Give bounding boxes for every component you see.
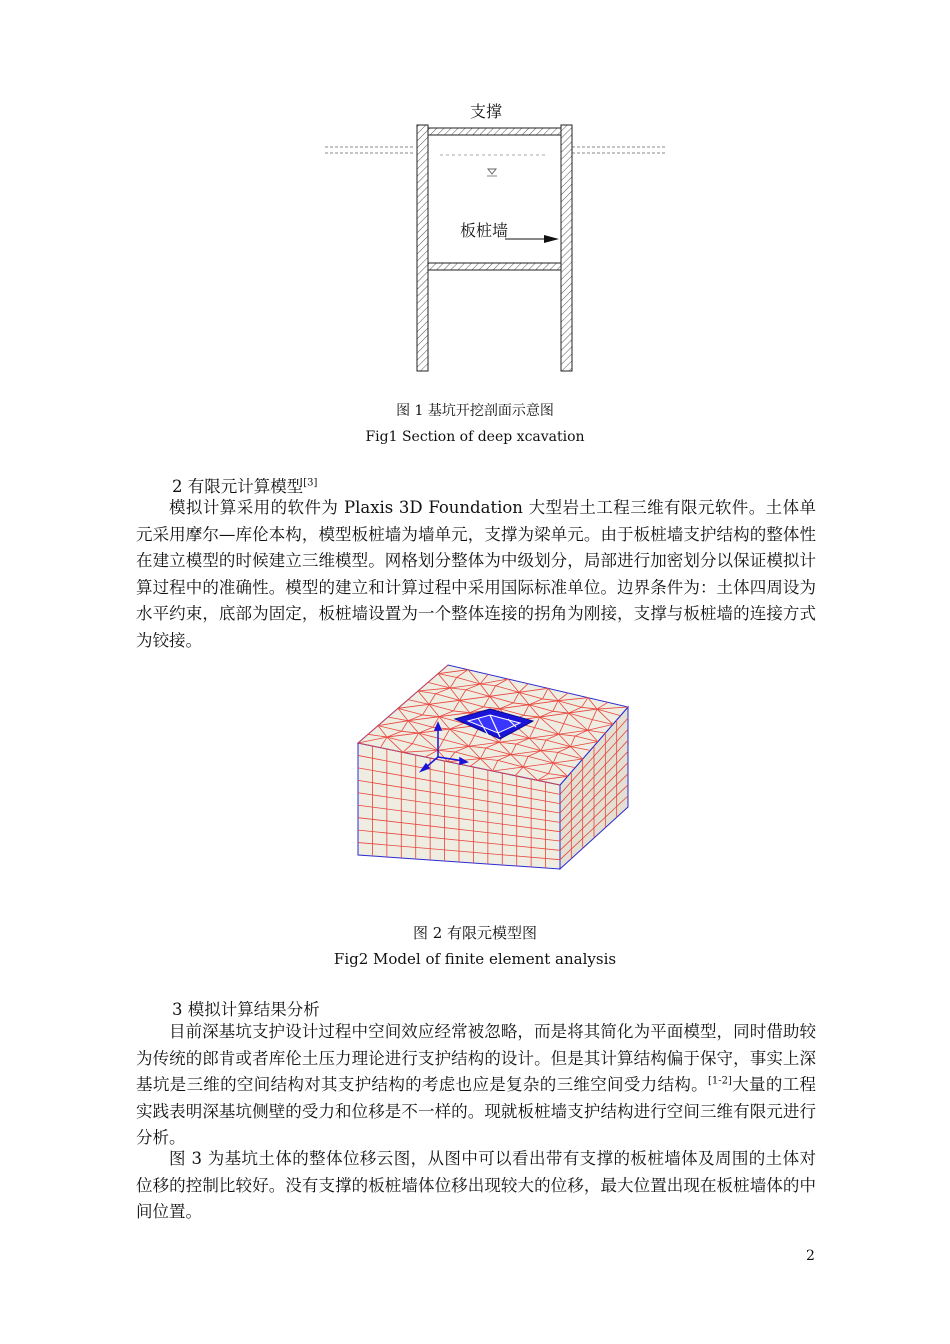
strut-top [428,128,561,135]
figure1-section-diagram [300,95,680,380]
section3-para1-text-a: 目前深基坑支护设计过程中空间效应经常被忽略，而是将其简化为平面模型，同时借助较为传统的郎肯或者库伦土压力理论进行支护结构的设计。但是其计算结构偏于保守，事实上深基坑是三维的空间结构对其支护结构的考虑也应是复杂的三维空间受力结构。 [136,1022,816,1094]
section3-title: 模拟计算结果分析 [187,1000,320,1019]
section2-number: 2 [172,477,183,496]
sheet-pile-wall-right [561,125,572,371]
section3-number: 3 [172,1000,183,1019]
arrow-icon [505,235,559,243]
section2-paragraph: 模拟计算采用的软件为 Plaxis 3D Foundation 大型岩土工程三维有限元软件。土体单元采用摩尔—库伦本构，模型板桩墙为墙单元，支撑为梁单元。由于板桩墙支护结构的整体性在建立模型的时候建立三维模型。网格划分整体为中级划分，局部进行加密划分以保证模拟计算过程中的准确性。模型的建立和计算过程中采用国际标准单位。边界条件为：土体四周设为水平约束，底部为固定，板桩墙设置为一个整体连接的拐角为刚接，支撑与板桩墙的连接方式为铰接。 [136,498,816,650]
figure2-caption-cn: 图 2 有限元模型图 [412,924,538,942]
strut-middle [428,263,561,270]
page-number: 2 [806,1248,815,1264]
wall-label: 板桩墙 [460,221,509,240]
figure2-fe-model [350,657,635,872]
ground-surface [325,147,665,155]
figure1-caption-cn: 图 1 基坑开挖剖面示意图 [396,403,554,419]
section3-paragraph-2: 图 3 为基坑土体的整体位移云图，从图中可以看出带有支撑的板桩墙体及周围的土体对位移的控制比较好。没有支撑的板桩墙体位移出现较大的位移，最大位置出现在板桩墙体的中间位置。 [136,1149,816,1221]
water-level-icon [487,169,497,176]
strut-label: 支撑 [470,102,503,121]
figure1-caption-en: Fig1 Section of deep xcavation [365,429,585,445]
section3-para1-text-b: 大量的工程实践表明深基坑侧壁的受力和位移是不一样的。现就板桩墙支护结构进行空间三维有限元进行分析。 [136,1075,817,1147]
section2-title: 有限元计算模型 [187,477,304,496]
sheet-pile-wall-left [417,125,428,371]
section3-paragraph-1 [136,1019,816,1152]
section2-cite: [3] [303,477,318,489]
figure2-caption-en: Fig2 Model of finite element analysis [333,950,617,968]
section3-heading [172,1000,320,1020]
section2-heading [172,477,317,497]
section3-para1-cite: [1-2] [707,1075,732,1087]
